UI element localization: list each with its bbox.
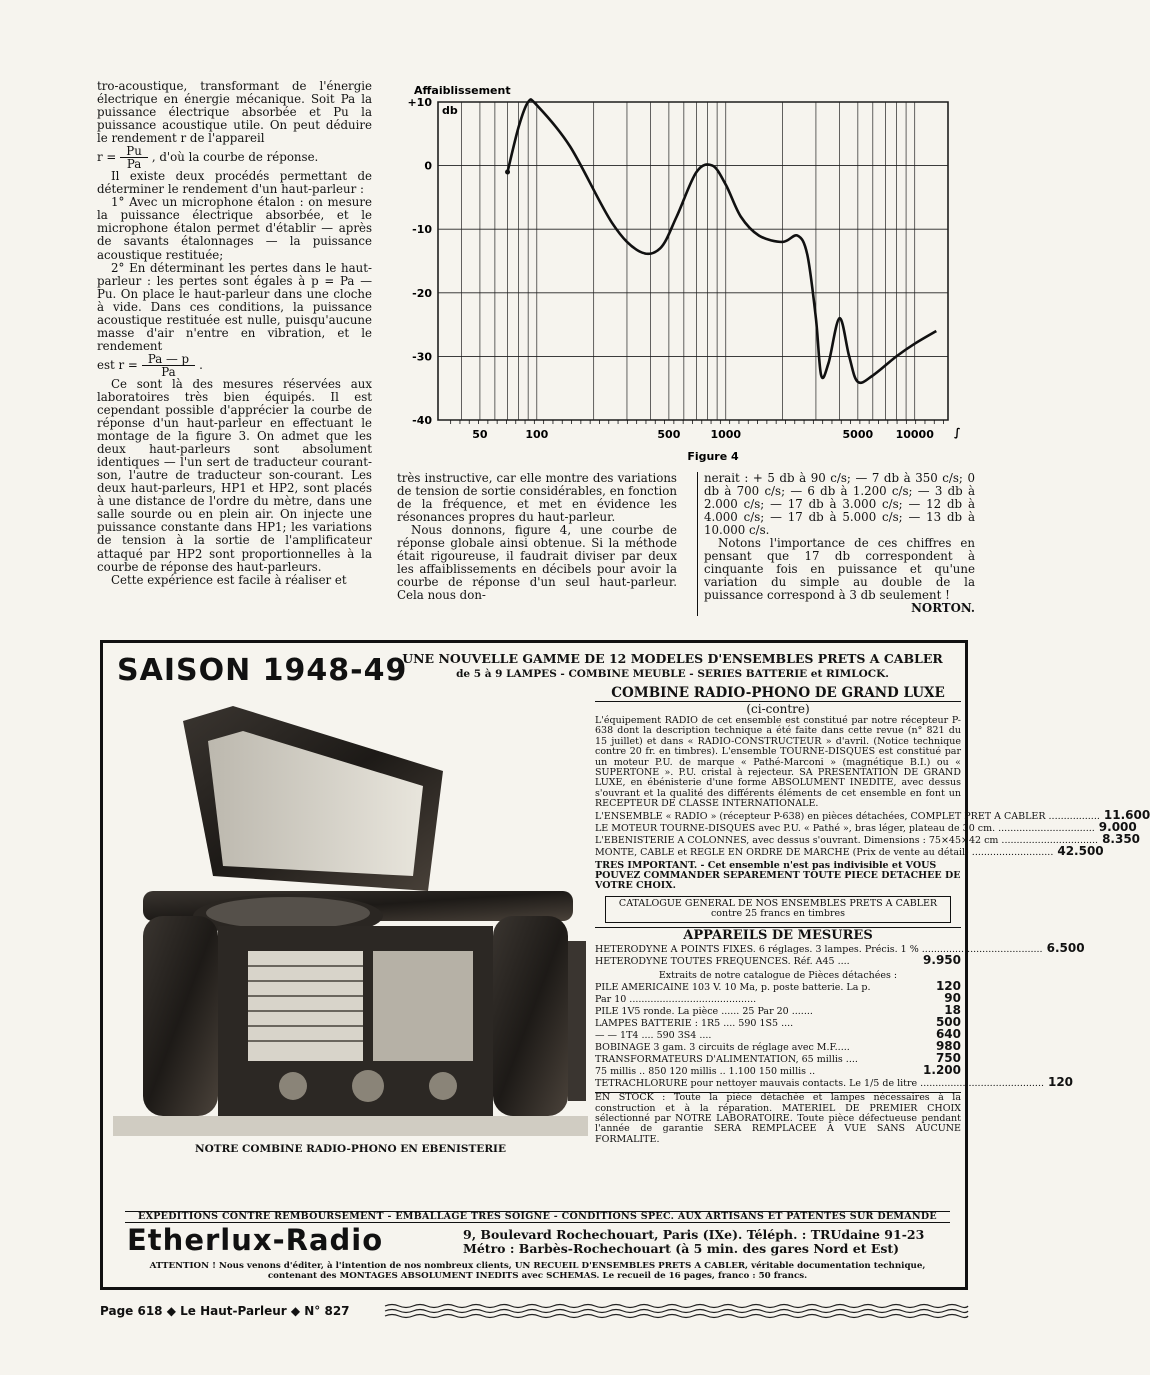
paragraph: Il existe deux procédés permettant de déterminer le rendement d'un haut-parleur :	[97, 169, 372, 197]
season-title: SAISON 1948-49	[117, 653, 408, 688]
price-label: Par 10 ..........................................	[595, 994, 757, 1006]
pieces-price-list	[595, 979, 1074, 1090]
ad-subheadline: de 5 à 9 LAMPES - COMBINE MEUBLE - SERIES BATTERIE et RIMLOCK.	[456, 668, 889, 680]
paragraph: Ce sont là des mesures réservées aux laboratoires très bien équipés. Il est cependant possible d'apprécier la courbe de réponse d'un haut-parleur en effectuant le montage de la figure 3. On admet que les deux haut-parleurs sont absolument identiques — l'un sert de traducteur courant-son, l'autre de traducteur son-courant. Les deux haut-parleurs, HP1 et HP2, sont placés à une distance de l'ordre du mètre, dans une salle sourde ou en plein air. On injecte une puissance constante dans HP1; les variations de tension à la sortie de l'amplificateur attaqué par HP2 sont proportionnelles à la courbe de réponse des haut-parleurs.	[97, 376, 372, 574]
x-tick-label: 50	[472, 428, 488, 441]
ad-headline: UNE NOUVELLE GAMME DE 12 MODELES D'ENSEMBLES PRETS A CABLER	[402, 651, 943, 666]
price-value: 980	[935, 1039, 961, 1054]
price-label: PILE AMERICAINE 103 V. 10 Ma, p. poste batterie. La p.	[595, 982, 871, 994]
x-tick-label: 1000	[710, 428, 742, 441]
paragraph: Notons l'importance de ces chiffres en pensant que 17 db correspondent à cinquante fois en puissance et qu'une variation du simple au double de la puissance correspond à 3 db seulement !	[704, 536, 975, 603]
paragraph: nerait : + 5 db à 90 c/s; — 7 db à 350 c/s; 0 db à 700 c/s; — 6 db à 1.200 c/s; — 3 db à 2.000 c/s; — 17 db à 3.000 c/s; — 12 db à 4.000 c/s; — 17 db à 5.000 c/s; — 13 db à 10.000 c/s.	[704, 471, 975, 538]
expeditions-banner: EXPEDITIONS CONTRE REMBOURSEMENT - EMBALLAGE TRES SOIGNE - CONDITIONS SPEC. AUX ARTISANS ET PATENTES SUR DEMANDE	[125, 1211, 950, 1223]
etherlux-advertisement	[100, 640, 1150, 1290]
address-line: 9, Boulevard Rochechouart, Paris (IXe). Téléph. : TRUdaine 91-23	[463, 1227, 925, 1242]
price-value: 11.600	[1103, 807, 1150, 822]
price-label: — — 1T4 .... 590 3S4 ....	[595, 1030, 712, 1042]
y-tick-label: -30	[412, 350, 432, 364]
metro-line: Métro : Barbès-Rochechouart (à 5 min. des gares Nord et Est)	[463, 1241, 900, 1256]
mesures-price-list	[595, 940, 1085, 967]
price-label: TRANSFORMATEURS D'ALIMENTATION, 65 millis ....	[595, 1054, 858, 1066]
price-value: 8.350	[1102, 831, 1141, 846]
stock-note: EN STOCK : Toute la pièce détachée et lampes nécessaires à la construction et à la réparation. MATERIEL DE PREMIER CHOIX sélectionné par NOTRE LABORATOIRE. Toute pièce défectueuse pendant l'année de garantie SERA REMPLACEE A VUE SANS AUCUNE FORMALITE.	[595, 1092, 961, 1145]
radio-phono-photo	[113, 701, 588, 1141]
figure-caption: Figure 4	[687, 450, 739, 463]
plot-frame	[438, 102, 948, 420]
x-axis-end-mark: ∫	[954, 426, 961, 439]
price-row	[595, 1053, 961, 1065]
important-note: TRES IMPORTANT. - Cet ensemble n'est pas indivisible et VOUS POUVEZ COMMANDER SEPAREMENT TOUTE PIECE DETACHEE DE VOTRE CHOIX.	[595, 859, 961, 892]
curve-start-point	[505, 169, 510, 174]
radio-phono-cabinet-image	[113, 701, 588, 1141]
formula-pertes: est r = $\frac{Pa — p}{Pa}$ .	[97, 351, 203, 379]
x-tick-label: 100	[525, 428, 549, 441]
response-curve-line	[508, 99, 937, 382]
price-label: LAMPES BATTERIE : 1R5 .... 590 1S5 ....	[595, 1018, 794, 1030]
price-row	[595, 1075, 1074, 1090]
price-value: 500	[935, 1015, 961, 1030]
extraits-heading: Extraits de notre catalogue de Pièces détachées :	[658, 969, 898, 981]
price-label: LE MOTEUR TOURNE-DISQUES avec P.U. « Pathé », bras léger, plateau de 30 cm. ................................	[595, 822, 1095, 834]
price-label: HETERODYNE A POINTS FIXES. 6 réglages. 3 lampes. Précis. 1 % ........................................	[595, 943, 1043, 955]
article-left-column	[97, 80, 372, 587]
combine-subtitle: (ci-contre)	[746, 702, 810, 716]
paragraph: Nous donnons, figure 4, une courbe de réponse globale ainsi obtenue. Si la méthode était rigoureuse, il faudrait diviser par deux les affaiblissements en décibels pour avoir la courbe de réponse d'un seul haut-parleur. Cela nous don-	[397, 523, 677, 603]
price-label: TETRACHLORURE pour nettoyer mauvais contacts. Le 1/5 de litre .........................................	[595, 1078, 1044, 1090]
x-tick-label: 10000	[895, 428, 934, 441]
paragraph: Cette expérience est facile à réaliser et	[111, 572, 347, 587]
footer-wave-rule	[385, 1302, 968, 1318]
y-tick-label: -40	[412, 414, 432, 427]
price-row	[595, 981, 961, 993]
price-row	[595, 1065, 961, 1077]
price-row	[595, 952, 961, 967]
price-value: 750	[935, 1051, 961, 1066]
paragraph: 1° Avec un microphone étalon : on mesure la puissance électrique absorbée, et le microphone étalon permet d'établir — après de savants étalonnages — la puissance acoustique restituée;	[97, 195, 372, 262]
price-value: 120	[1047, 1075, 1074, 1090]
y-tick-label: +10	[407, 96, 432, 109]
price-label: L'ENSEMBLE « RADIO » (récepteur P-638) en pièces détachées, COMPLET PRET A CABLER .................	[595, 810, 1100, 822]
price-row	[595, 1005, 961, 1017]
price-label: BOBINAGE 3 gam. 3 circuits de réglage avec M.F.....	[595, 1042, 850, 1054]
response-curve-chart	[400, 80, 965, 470]
price-value: 6.500	[1046, 940, 1085, 955]
y-tick-label: -20	[412, 286, 432, 300]
chart-title: Affaiblissement	[414, 84, 511, 97]
price-label: PILE 1V5 ronde. La pièce ...... 25 Par 20 .......	[595, 1006, 813, 1018]
price-value: 9.000	[1098, 819, 1137, 834]
catalogue-box: CATALOGUE GENERAL DE NOS ENSEMBLES PRETS A CABLER contre 25 francs en timbres	[605, 896, 951, 923]
price-label: HETERODYNE TOUTES FREQUENCES. Réf. A45 ....	[595, 955, 850, 967]
brand-address	[463, 1228, 924, 1256]
figure-4	[400, 80, 965, 470]
price-label: L'EBENISTERIE A COLONNES, avec dessus s'ouvrant. Dimensions : 75×45×42 cm ................................	[595, 834, 1099, 846]
price-value: 640	[935, 1027, 961, 1042]
attention-note: ATTENTION ! Nous venons d'éditer, à l'intention de nos nombreux clients, UN RECUEIL D'ENSEMBLES PRETS A CABLER, véritable documentation technique, contenant des MONTAGES ABSOLUMENT INEDITS avec SCHEMAS. Le recueil de 16 pages, franco : 50 francs.	[149, 1261, 926, 1281]
price-row	[595, 843, 1104, 858]
paragraph: très instructive, car elle montre des variations de tension de sortie considérables, en fonction de la fréquence, et met en évidence les résonances propres du haut-parleur.	[397, 471, 677, 525]
x-tick-label: 500	[657, 428, 681, 441]
y-tick-label: -10	[412, 223, 432, 237]
price-value: 9.950	[923, 952, 961, 967]
article-right-column	[697, 472, 975, 616]
price-row	[595, 940, 1085, 955]
x-tick-label: 5000	[842, 428, 874, 441]
brand-name: Etherlux-Radio	[127, 1223, 384, 1257]
price-row	[595, 993, 961, 1005]
price-row	[595, 1029, 961, 1041]
price-label: 75 millis .. 850 120 millis .. 1.100 150 millis ..	[595, 1066, 816, 1078]
price-value: 1.200	[923, 1063, 961, 1078]
price-row	[595, 1041, 961, 1053]
combine-section	[595, 685, 1150, 1145]
photo-caption: NOTRE COMBINE RADIO-PHONO EN EBENISTERIE	[195, 1143, 506, 1155]
price-value: 90	[944, 991, 961, 1006]
combine-price-list	[595, 807, 1150, 858]
price-row	[595, 807, 1150, 822]
y-axis-unit: db	[442, 104, 458, 117]
price-value: 120	[935, 979, 961, 994]
price-row	[595, 831, 1141, 846]
combine-title: COMBINE RADIO-PHONO DE GRAND LUXE	[595, 685, 961, 702]
paragraph: 2° En déterminant les pertes dans le haut-parleur : les pertes sont égales à p = Pa — Pu. On place le haut-parleur dans une cloche à vide. Dans ces conditions, la puissance acoustique restituée est nulle, puisqu'aucune masse d'air n'entre en vibration, et le rendement	[97, 260, 372, 353]
formula-rendement: r = $\frac{Pu}{Pa}$ , d'où la courbe de réponse.	[97, 144, 319, 172]
combine-description: L'équipement RADIO de cet ensemble est constitué par notre récepteur P-638 dont la description technique a été faite dans cette revue (n° 821 du 15 juillet) et dans « RADIO-CONSTRUCTEUR » d'avril. (Notice technique contre 20 fr. en timbres). L'ensemble TOURNE-DISQUES est constitué par un moteur P.U. de marque « Pathé-Marconi » (magnétique B.I.) ou « SUPERTONE ». P.U. cristal à rejecteur. SA PRESENTATION DE GRAND LUXE, en ébénisterie d'une forme ABSOLUMENT INEDITE, avec dessus s'ouvrant et la qualité des différents éléments de cet ensemble en font un RECEPTEUR DE CLASSE INTERNATIONALE.	[595, 715, 961, 810]
paragraph: tro-acoustique, transformant de l'énergie électrique en énergie mécanique. Soit Pa la puissance électrique absorbée et Pu la puissance acoustique utile. On peut déduire le rendement r de l'appareil	[97, 79, 372, 146]
price-label: MONTE, CABLE et REGLE EN ORDRE DE MARCHE (Prix de vente au détail) ...........................	[595, 846, 1054, 858]
price-row	[595, 1017, 961, 1029]
price-value: 18	[944, 1003, 961, 1018]
y-tick-label: 0	[424, 159, 432, 173]
price-row	[595, 819, 1137, 834]
page-footer: Page 618 ◆ Le Haut-Parleur ◆ N° 827	[100, 1304, 350, 1318]
mesures-title: APPAREILS DE MESURES	[595, 927, 961, 943]
price-value: 42.500	[1057, 843, 1104, 858]
signature: NORTON.	[911, 601, 975, 616]
article-middle-column	[397, 472, 677, 602]
